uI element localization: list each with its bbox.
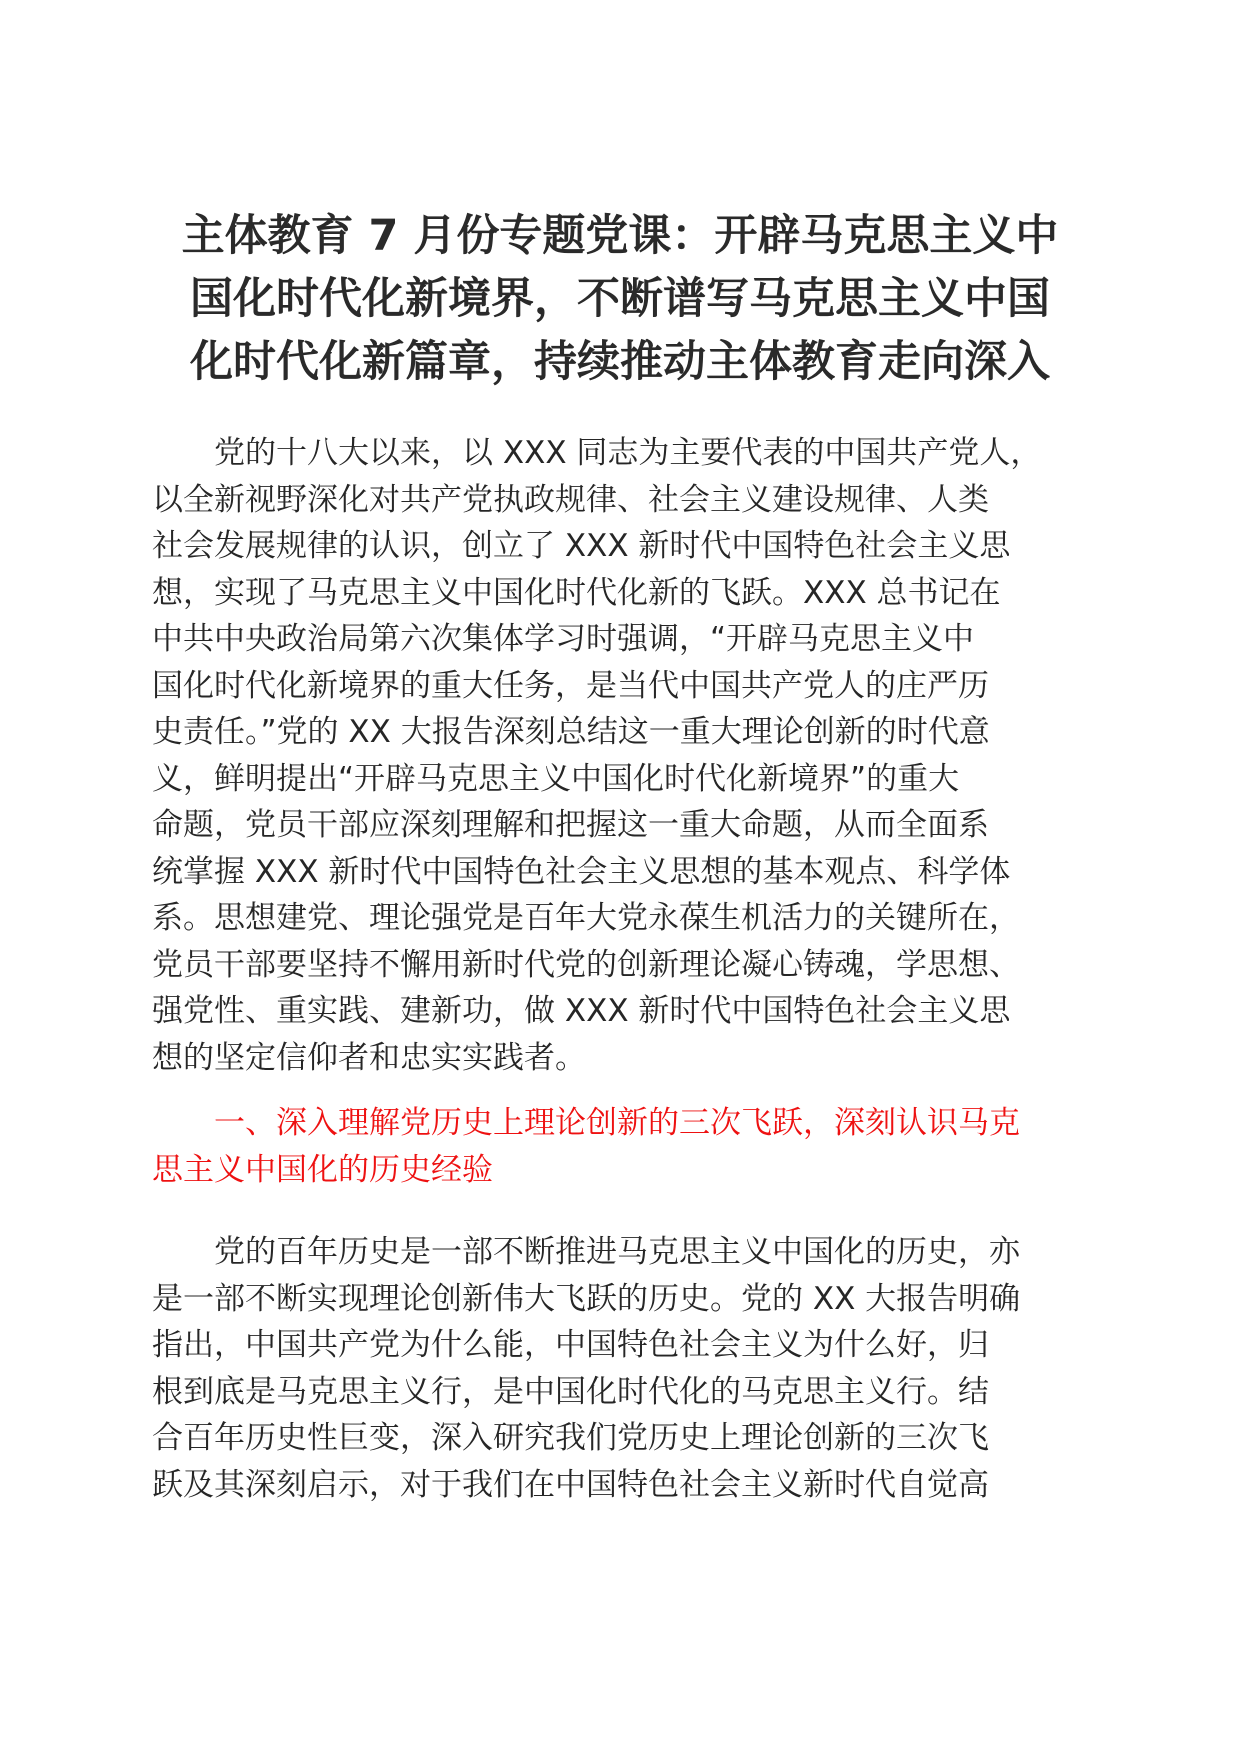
- title-line: 化时代化新篇章，持续推动主体教育走向深入: [190, 337, 1050, 387]
- intro-paragraph: [152, 430, 1096, 1081]
- paragraph-line: 指出，中国共产党为什么能，中国特色社会主义为什么好，归: [152, 1327, 989, 1363]
- paragraph-line: 党的百年历史是一部不断推进马克思主义中国化的历史，亦: [152, 1234, 1020, 1270]
- heading-line: 思主义中国化的历史经验: [152, 1151, 493, 1188]
- title-line: 国化时代化新境界，不断谱写马克思主义中国: [190, 274, 1050, 324]
- paragraph-line: 党的十八大以来，以 XXX 同志为主要代表的中国共产党人，: [152, 435, 1042, 471]
- section-heading-1: [152, 1100, 1096, 1193]
- paragraph-line: 系。思想建党、理论强党是百年大党永葆生机活力的关键所在，: [152, 900, 1020, 936]
- paragraph-line: 命题，党员干部应深刻理解和把握这一重大命题，从而全面系: [152, 807, 989, 843]
- paragraph-line: 义，鲜明提出“开辟马克思主义中国化时代化新境界”的重大: [152, 760, 960, 797]
- paragraph-line: 中共中央政治局第六次集体学习时强调，“开辟马克思主义中: [152, 621, 975, 657]
- paragraph-line: 根到底是马克思主义行，是中国化时代化的马克思主义行。结: [152, 1373, 989, 1410]
- heading-line: 一、深入理解党历史上理论创新的三次飞跃，深刻认识马克: [152, 1105, 1020, 1141]
- section-paragraph: [152, 1229, 1096, 1508]
- paragraph-line: 跃及其深刻启示，对于我们在中国特色社会主义新时代自觉高: [152, 1466, 989, 1503]
- title-line: 主体教育 7 月份专题党课：开辟马克思主义中: [181, 211, 1059, 261]
- paragraph-line: 党员干部要坚持不懈用新时代党的创新理论凝心铸魂，学思想、: [152, 946, 1020, 983]
- paragraph-line: 以全新视野深化对共产党执政规律、社会主义建设规律、人类: [152, 481, 989, 518]
- paragraph-line: 想，实现了马克思主义中国化时代化新的飞跃。XXX 总书记在: [152, 574, 1001, 611]
- paragraph-line: 史责任。”党的 XX 大报告深刻总结这一重大理论创新的时代意: [152, 714, 990, 750]
- document-title: [150, 205, 1090, 394]
- paragraph-line: 国化时代化新境界的重大任务，是当代中国共产党人的庄严历: [152, 667, 989, 704]
- paragraph-line: 社会发展规律的认识，创立了 XXX 新时代中国特色社会主义思: [152, 528, 1011, 564]
- paragraph-line: 合百年历史性巨变，深入研究我们党历史上理论创新的三次飞: [152, 1420, 989, 1456]
- paragraph-line: 统掌握 XXX 新时代中国特色社会主义思想的基本观点、科学体: [152, 853, 1011, 890]
- paragraph-line: 是一部不断实现理论创新伟大飞跃的历史。党的 XX 大报告明确: [152, 1280, 1021, 1317]
- paragraph-line: 想的坚定信仰者和忠实实践者。: [152, 1039, 586, 1076]
- paragraph-line: 强党性、重实践、建新功，做 XXX 新时代中国特色社会主义思: [152, 993, 1011, 1029]
